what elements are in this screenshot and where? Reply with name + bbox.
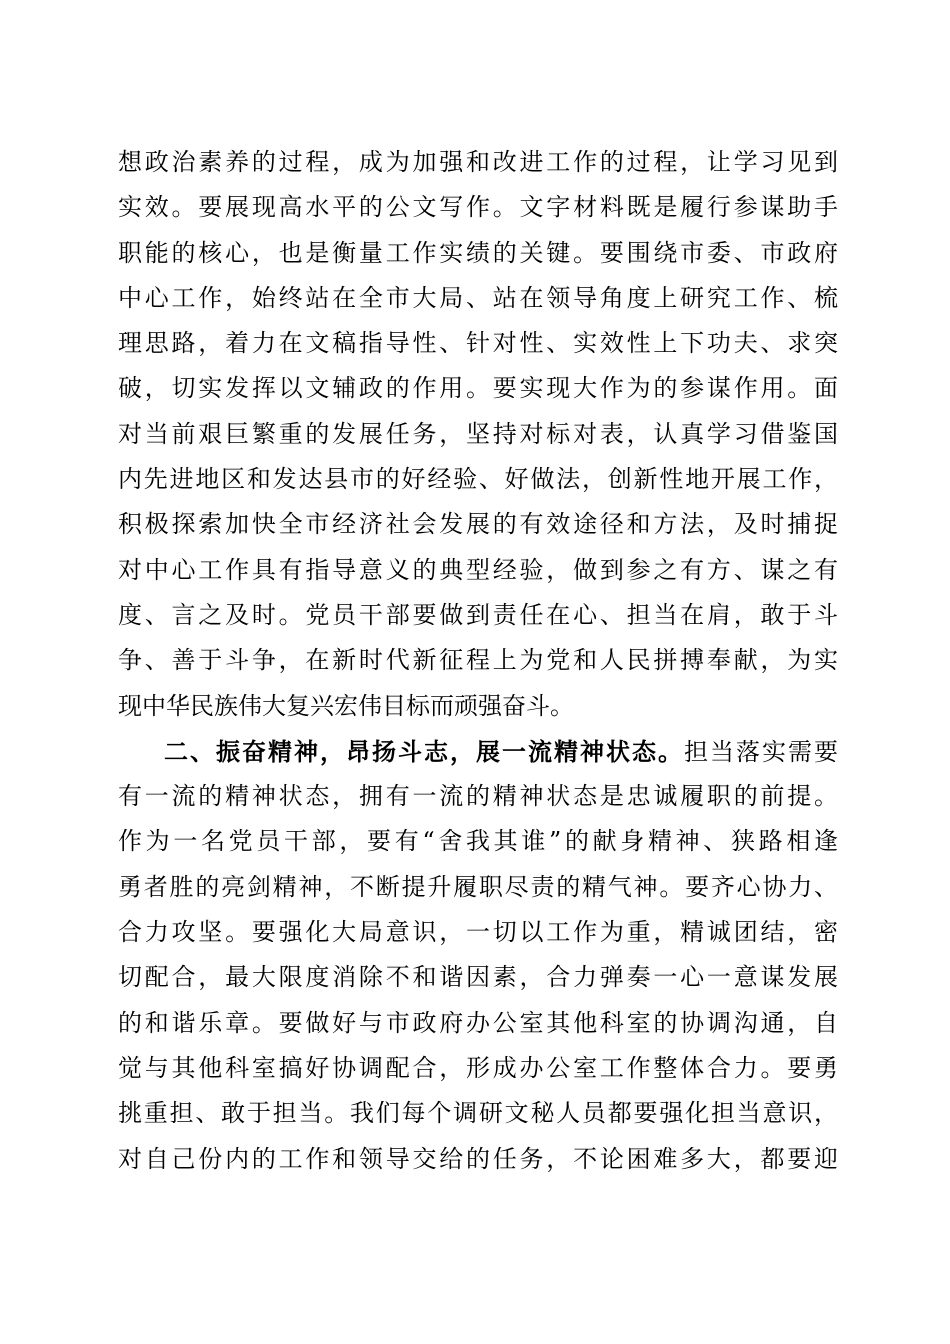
text-line: 争、善于斗争，在新时代新征程上为党和人民拼搏奉献，为实 (118, 646, 838, 675)
text-line: 实效。要展现高水平的公文写作。文字材料既是履行参谋助手 (118, 193, 838, 222)
text-line: 作为一名党员干部，要有“舍我其谁”的献身精神、狭路相逢 (118, 827, 838, 856)
text-line: 觉与其他科室搞好协调配合，形成办公室工作整体合力。要勇 (118, 1053, 838, 1082)
text-line: 想政治素养的过程，成为加强和改进工作的过程，让学习见到 (118, 148, 838, 176)
text-line: 对自己份内的工作和领导交给的任务，不论困难多大，都要迎 (118, 1144, 838, 1173)
body-text (118, 140, 838, 1182)
text-line: 中心工作，始终站在全市大局、站在领导角度上研究工作、梳 (118, 283, 838, 312)
text-line: 现中华民族伟大复兴宏伟目标而顽强奋斗。 (118, 691, 574, 720)
text-line: 职能的核心，也是衡量工作实绩的关键。要围绕市委、市政府 (118, 238, 838, 267)
text-line: 合力攻坚。要强化大局意识，一切以工作为重，精诚团结，密 (118, 918, 838, 947)
text-line: 理思路，着力在文稿指导性、针对性、实效性上下功夫、求突 (118, 329, 838, 358)
section-heading-line (118, 729, 838, 774)
text-line: 切配合，最大限度消除不和谐因素，合力弹奏一心一意谋发展 (118, 963, 838, 992)
text-line: 挑重担、敢于担当。我们每个调研文秘人员都要强化担当意识， (118, 1099, 838, 1128)
text-line: 对中心工作具有指导意义的典型经验，做到参之有方、谋之有 (118, 555, 838, 584)
text-line: 有一流的精神状态，拥有一流的精神状态是忠诚履职的前提。 (118, 782, 838, 811)
section-heading: 二、振奋精神，昂扬斗志，展一流精神状态。 (164, 736, 684, 766)
text-line: 勇者胜的亮剑精神，不断提升履职尽责的精气神。要齐心协力、 (118, 872, 838, 901)
text-line: 对当前艰巨繁重的发展任务，坚持对标对表，认真学习借鉴国 (118, 419, 838, 448)
text-line: 的和谐乐章。要做好与市政府办公室其他科室的协调沟通，自 (118, 1008, 838, 1037)
text-line: 破，切实发挥以文辅政的作用。要实现大作为的参谋作用。面 (118, 374, 838, 403)
text-line: 内先进地区和发达县市的好经验、好做法，创新性地开展工作， (118, 465, 838, 494)
heading-continuation: 担当落实需要 (684, 737, 838, 766)
text-line: 积极探索加快全市经济社会发展的有效途径和方法，及时捕捉 (118, 510, 838, 539)
text-line: 度、言之及时。党员干部要做到责任在心、担当在肩，敢于斗 (118, 600, 838, 629)
